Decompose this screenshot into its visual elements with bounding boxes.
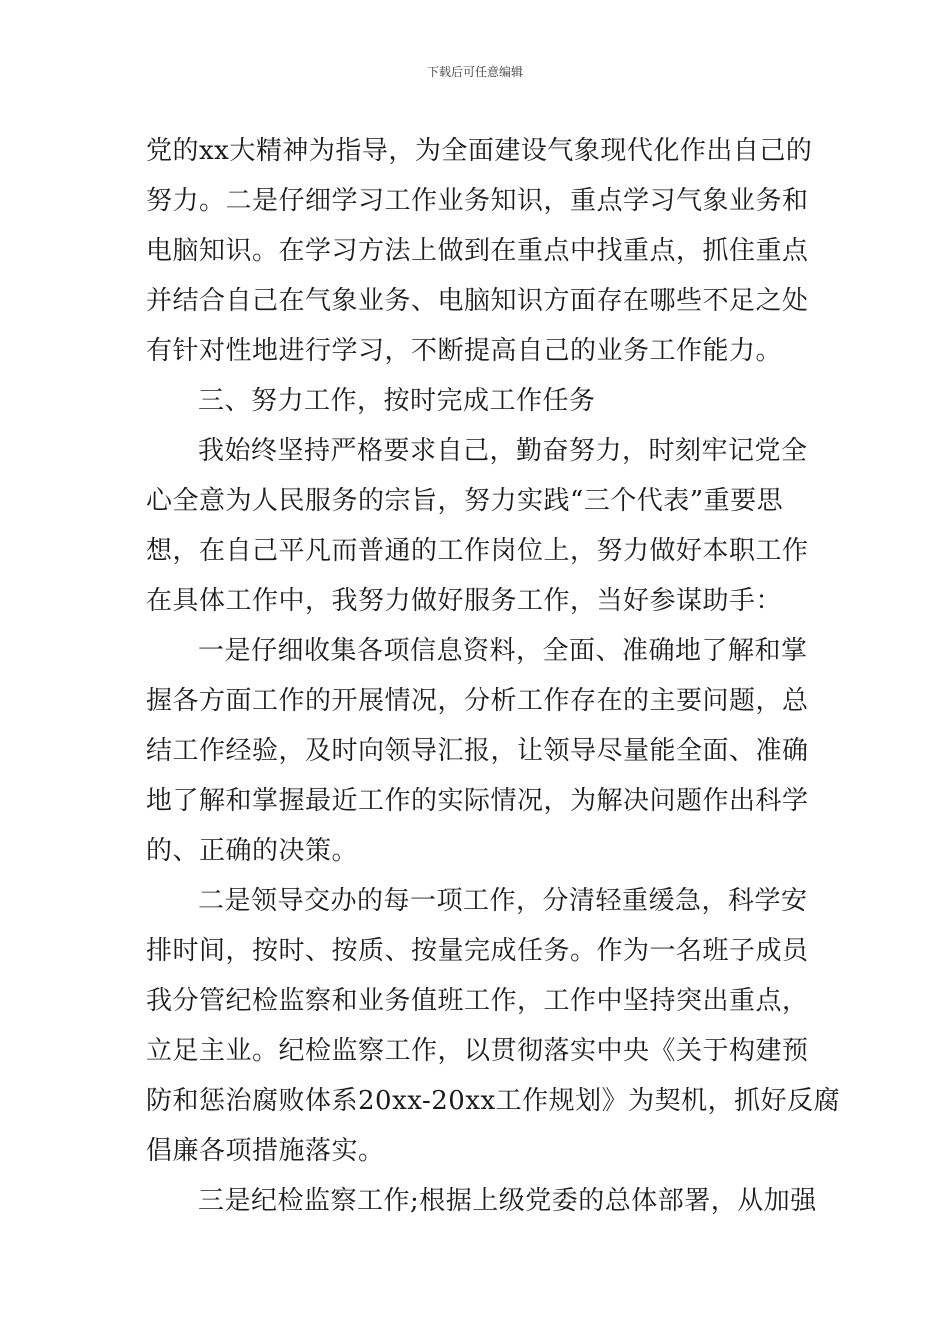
paragraph-start: 我始终坚持严格要求自己，勤奋努力，时刻牢记党全 bbox=[198, 436, 808, 466]
paragraph-start: 一是仔细收集各项信息资料，全面、准确地了解和掌 bbox=[198, 636, 808, 666]
page-header-note: 下载后可任意编辑 bbox=[426, 65, 523, 79]
text-line: 结工作经验，及时向领导汇报，让领导尽量能全面、准确 bbox=[146, 736, 809, 766]
text-line: 排时间，按时、按质、按量完成任务。作为一名班子成员 bbox=[146, 936, 809, 966]
text-line: 立足主业。纪检监察工作，以贯彻落实中央《关于构建预 bbox=[146, 1036, 809, 1066]
text-line: 努力。二是仔细学习工作业务知识，重点学习气象业务和 bbox=[146, 186, 809, 216]
document-body bbox=[146, 126, 841, 1226]
text-line: 心全意为人民服务的宗旨，努力实践“三个代表”重要思 bbox=[146, 486, 784, 516]
text-line: 握各方面工作的开展情况，分析工作存在的主要问题，总 bbox=[146, 686, 809, 716]
text-line: 倡廉各项措施落实。 bbox=[146, 1136, 385, 1166]
paragraph-start: 三是纪检监察工作;根据上级党委的总体部署，从加强 bbox=[198, 1186, 817, 1216]
paragraph-start: 二是领导交办的每一项工作，分清轻重缓急，科学安 bbox=[198, 886, 808, 916]
text-line: 想，在自己平凡而普通的工作岗位上，努力做好本职工作 bbox=[146, 536, 809, 566]
text-line: 党的xx大精神为指导，为全面建设气象现代化作出自己的 bbox=[146, 136, 813, 166]
text-line: 地了解和掌握最近工作的实际情况，为解决问题作出科学 bbox=[146, 786, 809, 816]
text-line: 有针对性地进行学习，不断提高自己的业务工作能力。 bbox=[146, 336, 783, 366]
section-heading: 三、努力工作，按时完成工作任务 bbox=[198, 386, 596, 416]
text-line: 并结合自己在气象业务、电脑知识方面存在哪些不足之处 bbox=[146, 286, 809, 316]
text-line: 防和惩治腐败体系20xx-20xx工作规划》为契机，抓好反腐 bbox=[146, 1086, 841, 1116]
text-line: 我分管纪检监察和业务值班工作，工作中坚持突出重点， bbox=[146, 986, 809, 1016]
text-line: 在具体工作中，我努力做好服务工作，当好参谋助手： bbox=[146, 586, 783, 616]
text-line: 电脑知识。在学习方法上做到在重点中找重点，抓住重点 bbox=[146, 236, 809, 266]
text-line: 的、正确的决策。 bbox=[146, 836, 359, 866]
